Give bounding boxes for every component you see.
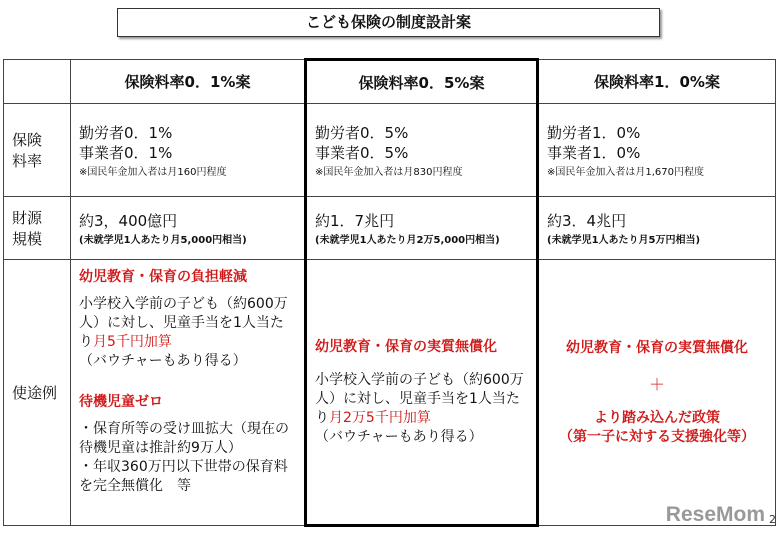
use-bullet: ・年収360万円以下世帯の保育料を完全無償化 等 — [79, 459, 288, 494]
use-text-note: （バウチャーもあり得る） — [315, 428, 483, 445]
footer-brand — [666, 503, 776, 527]
worker-rate: 勤労者0．5% — [315, 123, 409, 142]
use-heading: 幼児教育・保育の実質無償化 — [566, 339, 748, 356]
rate-note: ※国民年金加入者は月160円程度 — [79, 166, 227, 178]
resemom-logo: ReseMom — [665, 503, 765, 526]
fund-amount: 約1．7兆円 — [315, 211, 395, 230]
fund-note: (未就学児1人あたり月5万円相当) — [547, 234, 701, 246]
worker-rate: 勤労者0．1% — [79, 123, 173, 142]
header-row — [4, 60, 776, 104]
header-plan-1-0: 保険料率1．0%案 — [538, 60, 776, 104]
fund-amount: 約3，400億円 — [79, 211, 178, 230]
page-number: 2 — [769, 513, 776, 526]
rate-note: ※国民年金加入者は月830円程度 — [315, 166, 463, 178]
use-subheading: （第一子に対する支援強化等） — [559, 428, 755, 445]
worker-rate: 勤労者1．0% — [547, 123, 641, 142]
fund-note: (未就学児1人あたり月2万5,000円相当) — [315, 234, 500, 246]
plan-comparison-table — [3, 58, 776, 527]
use-heading: 待機児童ゼロ — [79, 394, 163, 410]
row-label-fund: 財源 規模 — [4, 197, 71, 260]
use-text: 小学校入学前の子ども（約600万人）に対し、児童手当を1人当たり月5千円加算 — [79, 296, 288, 350]
employer-rate: 事業者0．5% — [315, 143, 409, 162]
rate-row — [4, 104, 776, 197]
fund-row — [4, 197, 776, 260]
use-heading: より踏み込んだ政策 — [594, 409, 720, 426]
row-label-use: 使途例 — [4, 260, 71, 526]
header-plan-0-5: 保険料率0．5%案 — [306, 60, 538, 104]
use-row — [4, 260, 776, 526]
header-plan-0-1: 保険料率0．1%案 — [71, 60, 306, 104]
fund-note: (未就学児1人あたり月5,000円相当) — [79, 234, 247, 246]
use-bullet: ・保育所等の受け皿拡大（現在の待機児童は推計約9万人） — [79, 421, 289, 456]
corner-cell — [4, 60, 71, 104]
fund-amount: 約3．4兆円 — [547, 211, 627, 230]
employer-rate: 事業者1．0% — [547, 143, 641, 162]
plus-sign: ＋ — [648, 374, 665, 394]
row-label-rate: 保険 料率 — [4, 104, 71, 197]
page-title: こども保険の制度設計案 — [117, 8, 660, 37]
rate-note: ※国民年金加入者は月1,670円程度 — [547, 166, 705, 178]
use-heading: 幼児教育・保育の実質無償化 — [315, 338, 497, 355]
employer-rate: 事業者0．1% — [79, 143, 173, 162]
use-text: 小学校入学前の子ども（約600万人）に対し、児童手当を1人当たり月2万5千円加算 — [315, 371, 524, 426]
use-heading: 幼児教育・保育の負担軽減 — [79, 269, 247, 285]
use-text-note: （バウチャーもあり得る） — [79, 353, 247, 369]
